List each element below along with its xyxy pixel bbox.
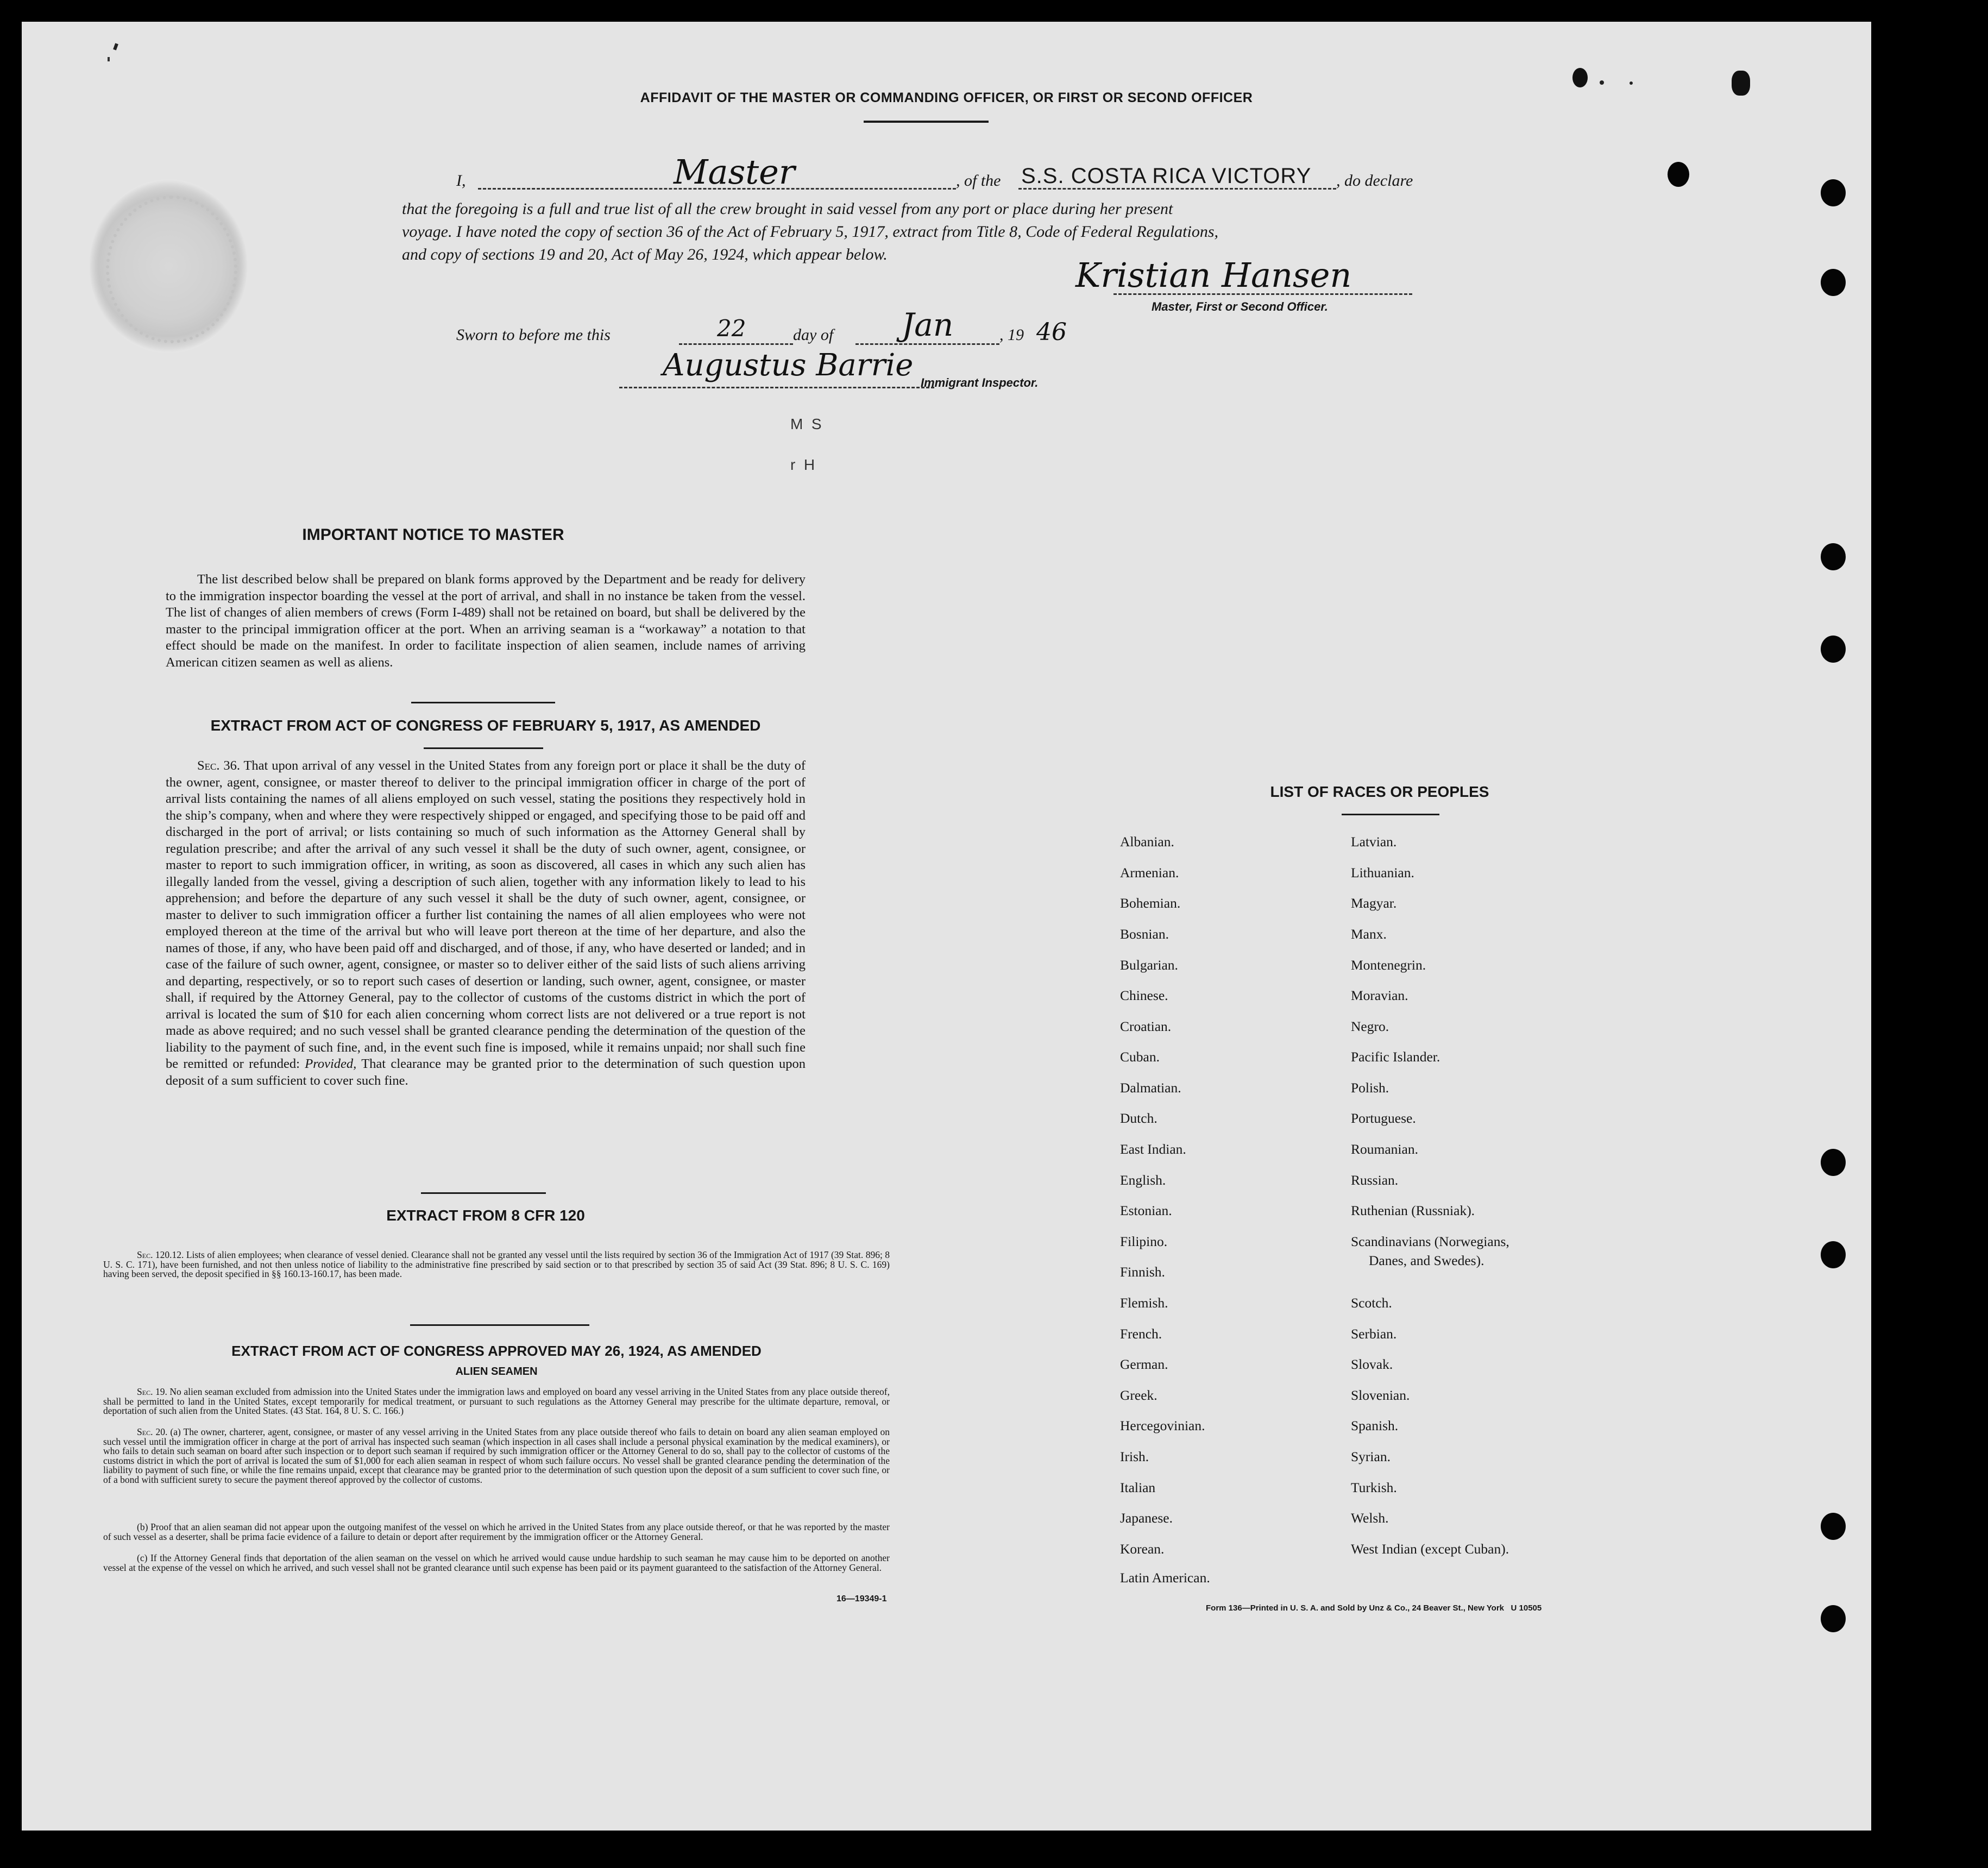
race-left: Japanese. — [1120, 1510, 1173, 1526]
day-blank — [679, 343, 793, 345]
race-right: West Indian (except Cuban). — [1351, 1541, 1509, 1557]
race-right: Welsh. — [1351, 1510, 1389, 1526]
race-left: Dutch. — [1120, 1110, 1157, 1126]
printer-footer: Form 136—Printed in U. S. A. and Sold by Unz & Co., 24 Beaver St., New York U 10505 — [1206, 1603, 1542, 1613]
section-divider — [421, 1192, 546, 1194]
sec20c-paragraph: (c) If the Attorney General finds that deportation of the alien seaman on the vessel on which he arrived would cause undue hardship to such seaman he may cause him to be deported on another vessel at the expense of the vessel on which he arrived, and such vessel shall not be granted clearance until such expense has been paid or its payment guaranteed to the satisfaction of the Attorney General. — [103, 1552, 890, 1573]
handwritten-year: 46 — [1036, 318, 1067, 346]
signature-line — [1113, 293, 1412, 295]
affidavit-line2: that the foregoing is a full and true list of all the crew brought in said vessel from any port or place during her present — [402, 200, 1173, 218]
corner-mark — [108, 57, 110, 61]
label-sworn: Sworn to before me this — [456, 326, 611, 344]
race-left: French. — [1120, 1326, 1162, 1342]
master-signature: Kristian Hansen — [1075, 255, 1352, 295]
race-right: Scandinavians (Norwegians, — [1351, 1234, 1509, 1249]
race-left: English. — [1120, 1172, 1166, 1188]
sec20b-paragraph: (b) Proof that an alien seaman did not appear upon the outgoing manifest of the vessel on which he arrived in the United States from any place outside thereof, or that he was reported by the master of such vessel as a deserter, shall be prima facie evidence of a failure to detain or deport after requirement by the immigration officer or the Attorney General. — [103, 1521, 890, 1542]
binder-hole — [1821, 1605, 1846, 1632]
binder-hole — [1668, 162, 1689, 187]
top-right-mark — [1572, 68, 1588, 87]
inspector-signature: Augustus Barrie — [663, 348, 914, 383]
race-left: Cuban. — [1120, 1049, 1160, 1065]
section-divider — [411, 702, 555, 703]
sec20-label: Sec. 20. — [137, 1426, 168, 1437]
handwritten-master: Master — [674, 152, 795, 192]
form-page — [22, 22, 1871, 1831]
inspector-caption: Immigrant Inspector. — [921, 376, 1039, 389]
sec36-text-b: That clearance may be granted prior to the determination of such question upon deposit of a sum sufficient to cover such fine. — [166, 1056, 806, 1088]
race-left: Bulgarian. — [1120, 957, 1178, 973]
month-blank — [855, 343, 999, 345]
handwritten-month: Jan — [902, 306, 954, 343]
sec36-provided: Provided, — [305, 1056, 357, 1071]
affidavit-line3: voyage. I have noted the copy of section 36 of the Act of February 5, 1917, extract from Title 8, Code of Federal Regulations, — [402, 223, 1219, 241]
race-left: Irish. — [1120, 1449, 1149, 1464]
extract-cfr-title: EXTRACT FROM 8 CFR 120 — [386, 1207, 585, 1224]
affidavit-title: AFFIDAVIT OF THE MASTER OR COMMANDING OFFICER, OR FIRST OR SECOND OFFICER — [640, 90, 1253, 105]
corner-mark — [113, 43, 118, 50]
sec19-text: No alien seaman excluded from admission into the United States under the immigration laws and employed on board any vessel arriving in the United States from any place outside thereof, shall be permitted to land in the United States, except temporarily for medical treatment, or pursuant to such regulations as the Attorney General may prescribe for the ultimate departure, removal, or deportation of such alien from the United States. (43 Stat. 164, 8 U. S. C. 166.) — [103, 1386, 890, 1416]
race-left: Finnish. — [1120, 1264, 1165, 1280]
race-right: Lithuanian. — [1351, 865, 1414, 880]
race-right: Russian. — [1351, 1172, 1399, 1188]
label-day-of: day of — [793, 326, 834, 344]
race-right: Roumanian. — [1351, 1141, 1418, 1157]
sec19-paragraph — [103, 1387, 890, 1416]
affidavit-line4: and copy of sections 19 and 20, Act of May 26, 1924, which appear below. — [402, 246, 888, 263]
binder-hole — [1821, 269, 1846, 296]
race-right: Turkish. — [1351, 1480, 1397, 1495]
embossed-seal — [90, 179, 247, 353]
binder-hole — [1821, 636, 1846, 663]
extract-1917-body — [166, 758, 806, 1089]
race-right: Portuguese. — [1351, 1110, 1416, 1126]
extract-1917-title: EXTRACT FROM ACT OF CONGRESS OF FEBRUARY 5, 1917, AS AMENDED — [210, 717, 761, 734]
race-left: Italian — [1120, 1480, 1156, 1495]
race-left: East Indian. — [1120, 1141, 1186, 1157]
section-divider — [424, 747, 543, 749]
top-right-mark — [1630, 81, 1633, 85]
races-title: LIST OF RACES OR PEOPLES — [1270, 783, 1489, 800]
stamp-mark: r H — [790, 456, 815, 473]
race-right: Slovak. — [1351, 1356, 1393, 1372]
race-right: Pacific Islander. — [1351, 1049, 1440, 1065]
binder-hole — [1821, 1149, 1846, 1176]
sec120-label: Sec. 120.12. — [137, 1249, 184, 1260]
label-do-declare: , do declare — [1336, 172, 1413, 190]
race-left: Filipino. — [1120, 1234, 1168, 1249]
race-right: Magyar. — [1351, 895, 1397, 911]
sec20a-paragraph — [103, 1427, 890, 1485]
binder-hole — [1821, 1513, 1846, 1540]
handwritten-day: 22 — [717, 315, 746, 342]
race-left: Bosnian. — [1120, 926, 1169, 942]
stamp-mark: M S — [790, 416, 822, 432]
race-left: Croatian. — [1120, 1018, 1172, 1034]
notice-body: The list described below shall be prepared on blank forms approved by the Department and be ready for delivery to the immigration inspector boarding the vessel at the port of arrival, and shall in no instance be taken from the vessel. The list of changes of alien members of crews (Form I-489) shall not be retained on board, but shall be delivered by the master to the principal immigration officer at the port. When an arriving seaman is a “workaway” a notation to that effect should be made on the manifest. In order to facilitate inspection of alien seamen, include names of arriving American citizen seamen as well as aliens. — [166, 572, 806, 670]
binder-hole — [1821, 543, 1846, 570]
race-right: Latvian. — [1351, 834, 1397, 850]
race-left: Greek. — [1120, 1387, 1157, 1403]
master-caption: Master, First or Second Officer. — [1152, 300, 1328, 313]
race-right: Moravian. — [1351, 988, 1408, 1003]
race-left: Armenian. — [1120, 865, 1179, 880]
vessel-name: S.S. COSTA RICA VICTORY — [1021, 164, 1312, 188]
race-left: Korean. — [1120, 1541, 1165, 1557]
form-code: 16—19349-1 — [836, 1594, 887, 1603]
sec19-label: Sec. 19. — [137, 1386, 167, 1397]
extract-1924-title: EXTRACT FROM ACT OF CONGRESS APPROVED MAY 26, 1924, AS AMENDED — [231, 1343, 762, 1359]
race-right: Ruthenian (Russniak). — [1351, 1203, 1475, 1218]
race-right: Scotch. — [1351, 1295, 1392, 1311]
binder-hole — [1821, 179, 1846, 206]
race-right: Polish. — [1351, 1080, 1389, 1096]
race-right: Montenegrin. — [1351, 957, 1426, 973]
extract-cfr-body — [103, 1250, 890, 1279]
race-right: Slovenian. — [1351, 1387, 1410, 1403]
race-right: Syrian. — [1351, 1449, 1391, 1464]
title-divider — [864, 121, 989, 123]
affidavit-line1 — [456, 152, 1467, 192]
race-left: Dalmatian. — [1120, 1080, 1181, 1096]
extract-1924-subtitle: ALIEN SEAMEN — [455, 1366, 538, 1378]
label-year: , 19 — [999, 326, 1024, 344]
race-right: Spanish. — [1351, 1418, 1399, 1433]
race-right: Negro. — [1351, 1018, 1389, 1034]
notice-title: IMPORTANT NOTICE TO MASTER — [302, 526, 564, 544]
race-left: Bohemian. — [1120, 895, 1181, 911]
race-left: Estonian. — [1120, 1203, 1172, 1218]
sec36-text-a: That upon arrival of any vessel in the United States from any foreign port or place it shall be the duty of the owner, agent, consignee, or master thereof to deliver to the principal immigration officer in charge of the port of arrival lists containing the names of all aliens employed on such vessel, stating the positions they respectively hold in the ship’s company, when and where they were respectively shipped or engaged, and specifying those to be paid off and discharged in the port of arrival; or lists containing so much of such information as the Attorney General shall by regulation prescribe; and after the arrival of any such vessel it shall be the duty of such owner, agent, consignee, or master to report to such immigration officer, in writing, as soon as discovered, all cases in which any such alien has illegally landed from the vessel, giving a description of such alien, together with any information likely to lead to his apprehension; and before the departure of any such vessel it shall be the duty of such owner, agent, consignee, or master to deliver to such immigration officer a further list containing the names of all alien employees who were not employed thereon at the time of the arrival but who will leave port thereon at the time of her departure, and also the names of those, if any, who have been paid off and discharged, and of those, if any, who have deserted or landed; and in case of the failure of such owner, agent, consignee, or master so to deliver either of the said lists of such aliens arriving and departing, respectively, or so to report such cases of desertion or landing, such owner, agent, consignee, or master shall, if required by the Attorney General, pay to the collector of customs of the customs district in which the port of arrival is located the sum of $10 for each alien concerning whom correct lists are not delivered or a true report is not made as above required; and no such vessel shall be granted clearance pending the determination of the question of the liability to the payment of such fine, and, in the event such fine is imposed, while it remains unpaid; nor shall such fine be remitted or refunded: — [166, 758, 806, 1071]
label-i: I, — [456, 172, 466, 190]
race-right: Manx. — [1351, 926, 1387, 942]
races-divider — [1342, 814, 1439, 815]
race-left: Chinese. — [1120, 988, 1168, 1003]
sec36-label: Sec. 36. — [197, 758, 240, 773]
binder-hole — [1821, 1241, 1846, 1268]
sec20a-text: (a) The owner, charterer, agent, consignee, or master of any vessel arriving in the United States from any place outside thereof who fails to detain on board any alien seaman employed on such vessel until the immigration officer in charge at the port of arrival has inspected such seaman (which inspection in all cases shall include a personal physical examination by the medical examiners), or who fails to detain such seaman on board after such inspection or to deport such seaman if required by such immigration officer or the Attorney General to do so, shall pay to the collector of customs of the customs district in which the port of arrival is located the sum of $1,000 for each alien seaman in respect of whom such failure occurs. No vessel shall be granted clearance pending the determination of the liability to payment of such fine, or while the fine remains unpaid, except that clearance may be granted prior to the determination of such question upon the deposit of a sum sufficient to cover such fine, or of a bond with sufficient surety to secure the payment thereof approved by the collector of customs. — [103, 1426, 890, 1485]
race-left: Hercegovinian. — [1120, 1418, 1205, 1433]
race-right-continuation: Danes, and Swedes). — [1369, 1253, 1484, 1268]
race-right: Serbian. — [1351, 1326, 1397, 1342]
race-left: Latin American. — [1120, 1570, 1210, 1586]
race-left: Flemish. — [1120, 1295, 1168, 1311]
top-right-mark — [1600, 80, 1604, 85]
sec120-text: Lists of alien employees; when clearance of vessel denied. Clearance shall not be granted any vessel until the lists required by section 36 of the Immigration Act of 1917 (39 Stat. 896; 8 U. S. C. 171), have been furnished, and not then unless notice of liability to the administrative fine prescribed by said section or to that prescribed by section 35 of said Act (39 Stat. 896; 8 U. S. C. 169) having been served, the deposit specified in §§ 160.13-160.17, has been made. — [103, 1249, 890, 1279]
label-of-the: , of the — [956, 172, 1001, 190]
race-left: German. — [1120, 1356, 1168, 1372]
inspector-line — [619, 387, 934, 388]
section-divider — [410, 1324, 589, 1326]
race-left: Albanian. — [1120, 834, 1174, 850]
